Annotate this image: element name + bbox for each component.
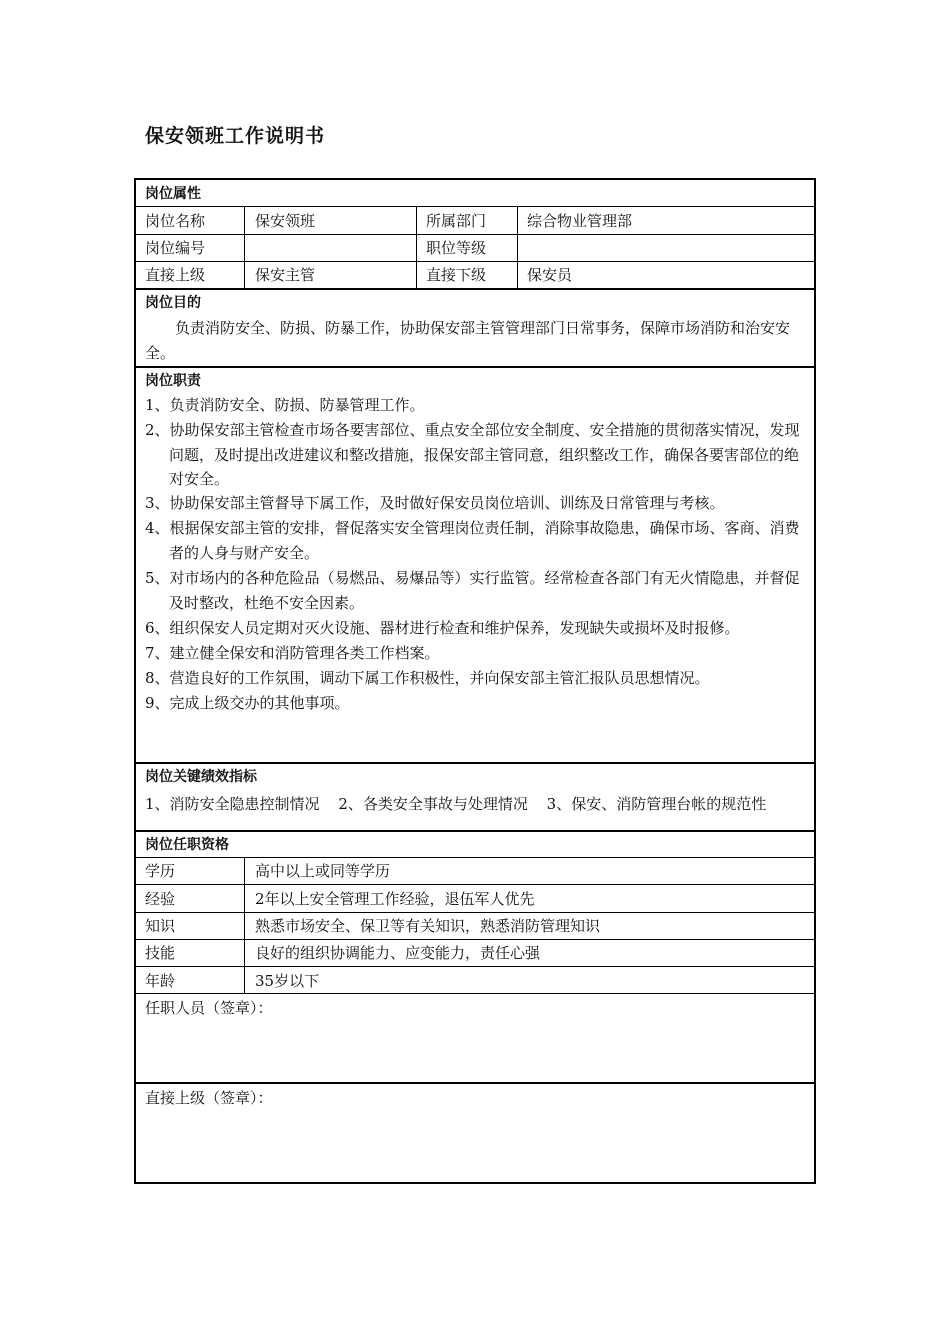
duty-item: 4、根据保安部主管的安排，督促落实安全管理岗位责任制，消除事故隐患，确保市场、客商、消费者的人身与财产安全。 (145, 519, 800, 562)
attr-label-superior: 直接上级 (145, 266, 206, 284)
kpi-header: 岗位关键绩效指标 (145, 769, 257, 785)
attr-value-superior: 保安主管 (255, 266, 316, 284)
qual-label-education: 学历 (145, 862, 176, 880)
duties-header: 岗位职责 (145, 373, 201, 389)
qual-label-knowledge: 知识 (145, 917, 176, 935)
qual-value-knowledge: 熟悉市场安全、保卫等有关知识，熟悉消防管理知识 (255, 917, 601, 935)
attr-value-subordinate: 保安员 (527, 266, 573, 284)
duty-item: 5、对市场内的各种危险品（易燃品、易爆品等）实行监管。经常检查各部门有无火情隐患，并督促及时整改，杜绝不安全因素。 (145, 569, 800, 612)
incumbent-signature-label: 任职人员（签章）： (145, 999, 273, 1017)
qual-value-experience: 2年以上安全管理工作经验，退伍军人优先 (255, 890, 535, 908)
attr-label-position-id: 岗位编号 (145, 239, 206, 257)
attr-value-position-name: 保安领班 (255, 212, 316, 230)
supervisor-signature-label: 直接上级（签章）： (145, 1089, 273, 1107)
qual-value-skills: 良好的组织协调能力、应变能力，责任心强 (255, 944, 541, 962)
duty-item: 3、协助保安部主管督导下属工作，及时做好保安员岗位培训、训练及日常管理与考核。 (145, 494, 725, 512)
duty-item: 1、负责消防安全、防损、防暴管理工作。 (145, 396, 425, 414)
qual-value-age: 35岁以下 (255, 972, 320, 990)
attr-label-department: 所属部门 (426, 212, 487, 230)
kpi-item: 3、保安、消防管理台帐的规范性 (546, 795, 767, 813)
qual-value-education: 高中以上或同等学历 (255, 862, 391, 880)
kpi-item: 2、各类安全事故与处理情况 (338, 795, 528, 813)
qual-label-experience: 经验 (145, 890, 176, 908)
duty-item: 8、营造良好的工作氛围，调动下属工作积极性，并向保安部主管汇报队员思想情况。 (145, 669, 710, 687)
duty-item: 6、组织保安人员定期对灭火设施、器材进行检查和维护保养，发现缺失或损坏及时报修。 (145, 619, 740, 637)
kpi-list (145, 791, 766, 817)
job-description-table (134, 178, 816, 1184)
qual-label-age: 年龄 (145, 972, 176, 990)
duty-item: 2、协助保安部主管检查市场各要害部位、重点安全部位安全制度、安全措施的贯彻落实情况，发现问题，及时提出改进建议和整改措施，报保安部主管同意，组织整改工作，确保各要害部位的绝对安全。 (145, 421, 800, 488)
attributes-header: 岗位属性 (145, 186, 201, 202)
purpose-text: 负责消防安全、防损、防暴工作，协助保安部主管管理部门日常事务，保障市场消防和治安安全。 (145, 319, 791, 362)
attr-value-department: 综合物业管理部 (527, 212, 633, 230)
attr-label-grade: 职位等级 (426, 239, 487, 257)
attr-label-subordinate: 直接下级 (426, 266, 487, 284)
kpi-item: 1、消防安全隐患控制情况 (145, 795, 320, 813)
duty-item: 7、建立健全保安和消防管理各类工作档案。 (145, 644, 440, 662)
qual-label-skills: 技能 (145, 944, 176, 962)
attr-label-position-name: 岗位名称 (145, 212, 206, 230)
duty-item: 9、完成上级交办的其他事项。 (145, 694, 350, 712)
document-title: 保安领班工作说明书 (145, 125, 326, 147)
purpose-header: 岗位目的 (145, 295, 201, 311)
qualifications-header: 岗位任职资格 (145, 837, 229, 853)
